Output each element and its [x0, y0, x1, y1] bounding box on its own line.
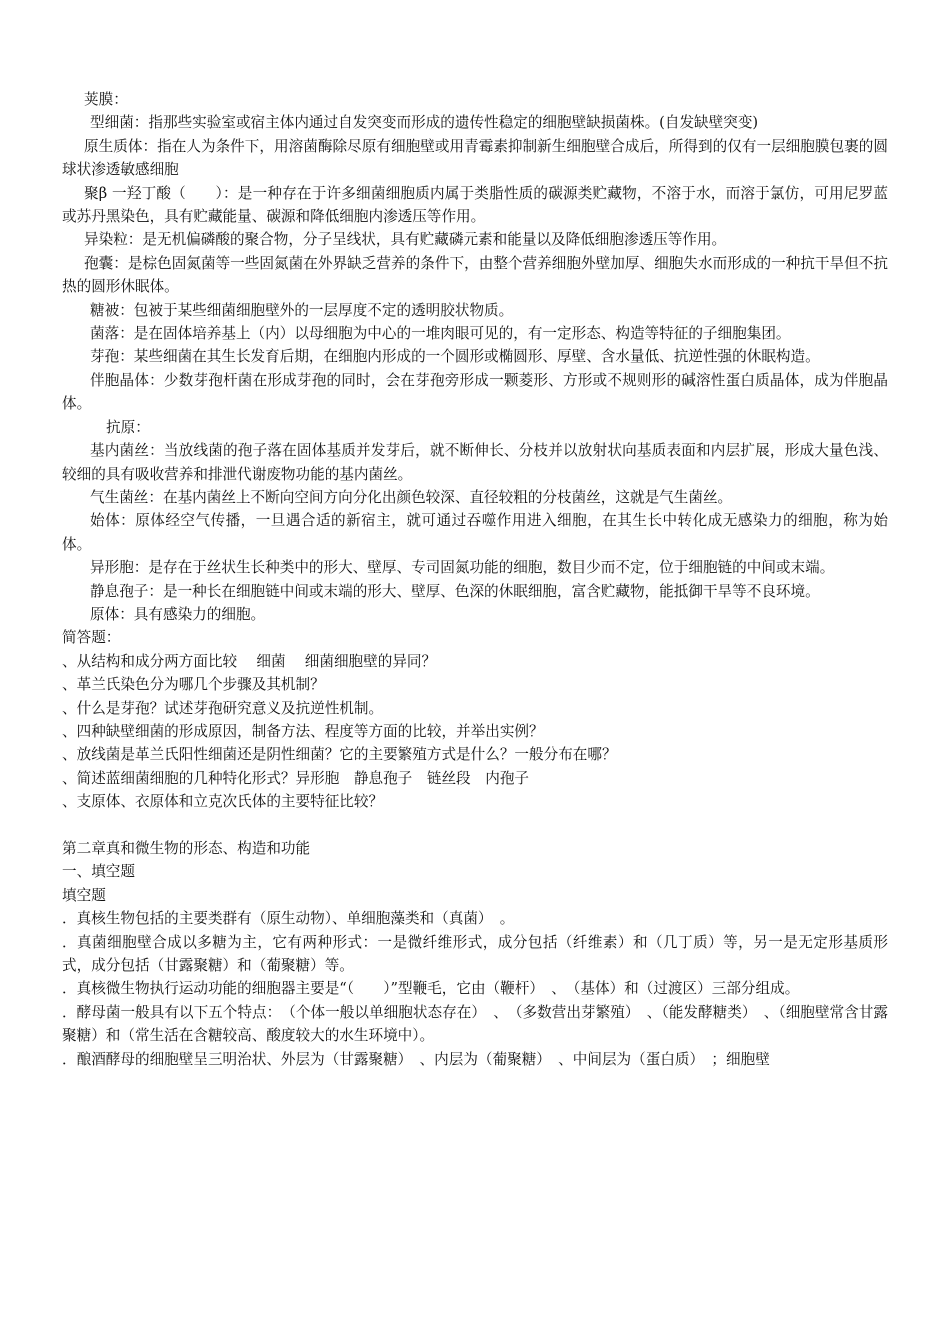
short-answer-heading: 简答题： — [62, 629, 121, 647]
fill-in-item: ．酵母菌一般具有以下五个特点： （个体一般以单细胞状态存在） 、 （多数营出芽繁殖） 、（能发酵糖类） 、（细胞壁常含甘露聚糖）和（常生活在含糖较高、酸度较大的水生环境中）。 — [62, 1003, 888, 1045]
definition-paragraph: 伴胞晶体：少数芽孢杆菌在形成芽孢的同时，会在芽孢旁形成一颗菱形、方形或不规则形的碱溶性蛋白质晶体，成为伴胞晶体。 — [62, 371, 888, 413]
definition-paragraph: 荚膜： — [84, 91, 128, 108]
definition-paragraph: 芽孢：某些细菌在其生长发育后期，在细胞内形成的一个圆形或椭圆形、厚壁、含水量低、抗逆性强的休眠构造。 — [90, 348, 820, 366]
definition-paragraph: 糖被：包被于某些细菌细胞壁外的一层厚度不定的透明胶状物质。 — [90, 301, 514, 319]
definition-paragraph: 型细菌：指那些实验室或宿主体内通过自发突变而形成的遗传性稳定的细胞壁缺损菌株。(自发缺壁突变) — [90, 114, 759, 132]
definitions-section — [62, 88, 888, 626]
definition-paragraph: 异形胞：是存在于丝状生长种类中的形大、壁厚、专司固氮功能的细胞，数目少而不定，位于细胞链的中间或末端。 — [90, 559, 835, 577]
chapter-title: 第二章真和微生物的形态、构造和功能 — [62, 839, 311, 857]
question-item: 、支原体、衣原体和立克次氏体的主要特征比较？ — [62, 793, 384, 811]
definition-paragraph: 异染粒：是无机偏磷酸的聚合物，分子呈线状，具有贮藏磷元素和能量以及降低细胞渗透压等作用。 — [84, 231, 727, 249]
chapter-section — [62, 837, 888, 1071]
fill-in-item: ．真核微生物执行运动功能的细胞器主要是“（ ）”型鞭毛，它由（鞭杆） 、 （基体）和（过渡区）三部分组成。 — [62, 980, 800, 998]
definition-paragraph: 气生菌丝：在基内菌丝上不断向空间方向分化出颜色较深、直径较粗的分枝菌丝，这就是气生菌丝。 — [90, 488, 733, 506]
question-item: 、简述蓝细菌细胞的几种特化形式？异形胞 静息孢子 链丝段 内孢子 — [62, 769, 530, 787]
section-gap — [62, 814, 888, 837]
question-item: 、四种缺壁细菌的形成原因，制备方法、程度等方面的比较，并举出实例？ — [62, 722, 544, 740]
question-item: 、革兰氏染色分为哪几个步骤及其机制？ — [62, 676, 325, 694]
definition-paragraph: 菌落：是在固体培养基上（内）以母细胞为中心的一堆肉眼可见的，有一定形态、构造等特征的子细胞集团。 — [90, 325, 791, 343]
definition-paragraph: 原生质体：指在人为条件下，用溶菌酶除尽原有细胞壁或用青霉素抑制新生细胞壁合成后，所得到的仅有一层细胞膜包裹的圆球状渗透敏感细胞 — [62, 137, 888, 179]
subsection-title: 填空题 — [62, 886, 106, 904]
definition-paragraph: 基内菌丝：当放线菌的孢子落在固体基质并发芽后，就不断伸长、分枝并以放射状向基质表面和内层扩展，形成大量色浅、较细的具有吸收营养和排泄代谢废物功能的基内菌丝。 — [62, 442, 888, 483]
definition-paragraph: 静息孢子：是一种长在细胞链中间或末端的形大、壁厚、色深的休眠细胞，富含贮藏物，能抵御干旱等不良环境。 — [90, 582, 820, 600]
question-item: 、什么是芽孢？试述芽孢研究意义及抗逆性机制。 — [62, 699, 384, 717]
fill-in-item: ．酿酒酵母的细胞壁呈三明治状、外层为（甘露聚糖） 、内层为（葡聚糖） 、中间层为（蛋白质） ；细胞壁 — [62, 1050, 770, 1068]
definition-paragraph: 始体：原体经空气传播，一旦遇合适的新宿主，就可通过吞噬作用进入细胞，在其生长中转化成无感染力的细胞，称为始体。 — [62, 512, 888, 553]
definition-paragraph: 孢囊：是棕色固氮菌等一些固氮菌在外界缺乏营养的条件下，由整个营养细胞外壁加厚、细胞失水而形成的一种抗干旱但不抗热的圆形休眠体。 — [62, 254, 888, 296]
fill-in-item: ．真菌细胞壁合成以多糖为主，它有两种形式：一是微纤维形式，成分包括（纤维素）和（几丁质）等，另一是无定形基质形式，成分包括（甘露聚糖）和（葡聚糖）等。 — [62, 933, 888, 975]
section-title: 一、填空题 — [62, 863, 135, 881]
short-answer-section — [62, 626, 888, 813]
fill-in-item: ．真核生物包括的主要类群有（原生动物）、单细胞藻类和（真菌） 。 — [62, 910, 515, 928]
document-page — [62, 88, 888, 1071]
definition-paragraph: 原体：具有感染力的细胞。 — [90, 605, 266, 623]
definition-paragraph: 聚β 一羟丁酸（ ）：是一种存在于许多细菌细胞质内属于类脂性质的碳源类贮藏物，不溶于水，而溶于氯仿，可用尼罗蓝或苏丹黑染色，具有贮藏能量、碳源和降低细胞内渗透压等作用。 — [62, 184, 888, 226]
question-item: 、从结构和成分两方面比较 细菌 细菌细胞壁的异同？ — [62, 652, 437, 670]
question-item: 、放线菌是革兰氏阳性细菌还是阴性细菌？它的主要繁殖方式是什么？一般分布在哪？ — [62, 746, 617, 764]
definition-paragraph: 抗原： — [106, 418, 150, 436]
